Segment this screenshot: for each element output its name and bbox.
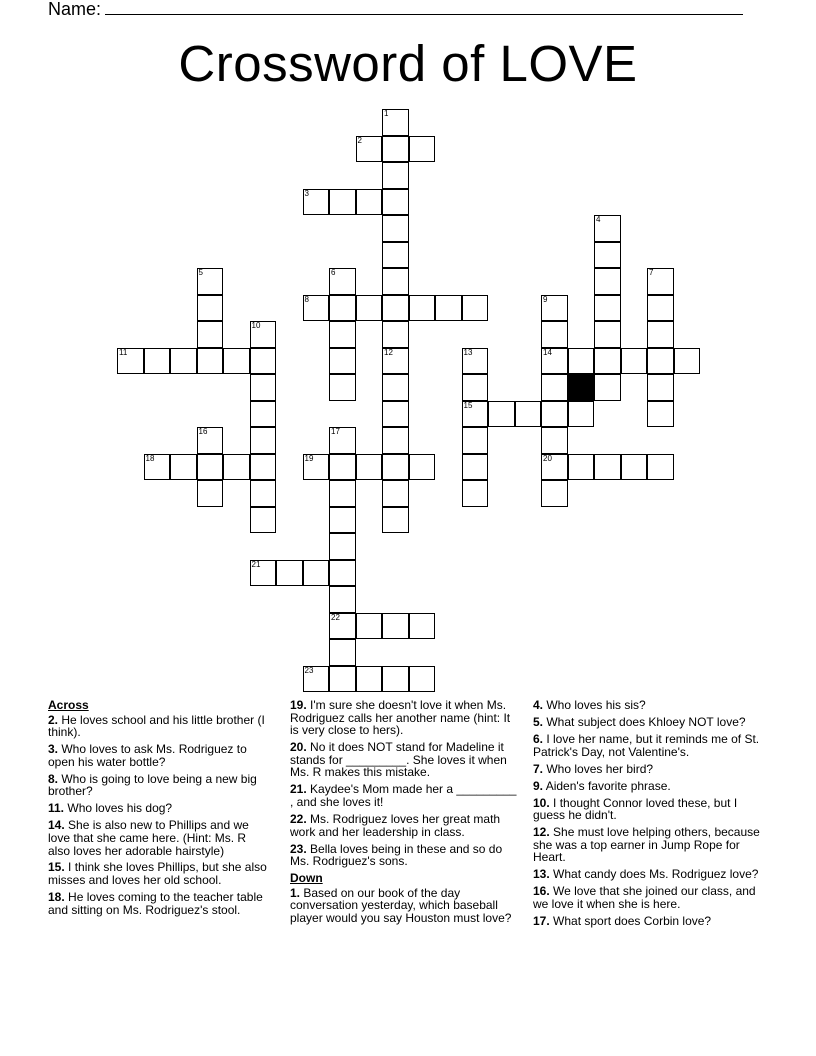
crossword-cell[interactable] xyxy=(409,454,436,481)
clue-down-5 xyxy=(533,716,763,729)
crossword-cell[interactable] xyxy=(144,348,171,375)
crossword-cell[interactable] xyxy=(541,321,568,348)
crossword-cell[interactable] xyxy=(329,374,356,401)
crossword-cell[interactable] xyxy=(462,480,489,507)
crossword-cell[interactable] xyxy=(250,480,277,507)
cell-number: 18 xyxy=(145,453,155,463)
clue-text: Who is going to love being a new big brother? xyxy=(48,771,257,799)
crossword-cell[interactable] xyxy=(462,295,489,322)
crossword-cell[interactable] xyxy=(409,295,436,322)
clue-text: What sport does Corbin love? xyxy=(549,913,712,928)
clues-column-1 xyxy=(48,699,270,921)
clue-text: I think she loves Phillips, but she also misses and loves her old school. xyxy=(48,860,267,888)
clue-number: 14. xyxy=(48,818,65,833)
clue-across-23 xyxy=(290,843,518,868)
crossword-cell[interactable] xyxy=(647,401,674,428)
clue-number: 11. xyxy=(48,801,65,816)
clue-down-12 xyxy=(533,826,763,864)
crossword-cell[interactable] xyxy=(647,454,674,481)
crossword-cell[interactable] xyxy=(250,348,277,375)
clue-text: He loves school and his little brother (I think). xyxy=(48,712,265,740)
crossword-cell[interactable] xyxy=(647,348,674,375)
crossword-cell[interactable] xyxy=(409,136,436,163)
crossword-cell[interactable] xyxy=(382,348,409,375)
crossword-cell[interactable] xyxy=(329,480,356,507)
crossword-cell[interactable] xyxy=(568,454,595,481)
crossword-cell[interactable] xyxy=(594,454,621,481)
clue-number: 13. xyxy=(533,867,550,882)
crossword-cell[interactable] xyxy=(382,136,409,163)
clue-number: 16. xyxy=(533,884,550,899)
clues-column-2 xyxy=(290,699,518,929)
cell-number: 5 xyxy=(198,268,203,277)
crossword-cell[interactable] xyxy=(382,189,409,216)
crossword-cell[interactable] xyxy=(568,348,595,375)
crossword-cell[interactable] xyxy=(356,136,383,163)
crossword-cell[interactable] xyxy=(223,454,250,481)
crossword-cell[interactable] xyxy=(541,454,568,481)
crossword-cell[interactable] xyxy=(356,454,383,481)
clue-number: 8. xyxy=(48,771,59,786)
clue-across-14 xyxy=(48,819,270,857)
clue-across-22 xyxy=(290,813,518,838)
across-heading: Across xyxy=(48,698,89,712)
clue-across-2 xyxy=(48,714,270,739)
clue-text: Based on our book of the day conversation yesterday, which baseball player would you say Houston must love? xyxy=(290,885,512,925)
crossword-cell[interactable] xyxy=(329,586,356,613)
crossword-cell[interactable] xyxy=(303,454,330,481)
crossword-cell[interactable] xyxy=(594,348,621,375)
clue-across-8 xyxy=(48,773,270,798)
cell-number: 2 xyxy=(357,135,362,145)
crossword-cell[interactable] xyxy=(303,295,330,322)
clue-text: We love that she joined our class, and we love it when she is here. xyxy=(533,884,756,911)
clue-down-13 xyxy=(533,868,763,881)
clue-text: Who loves her bird? xyxy=(543,761,654,776)
clue-number: 10. xyxy=(533,795,550,810)
clue-across-21 xyxy=(290,783,518,808)
clue-text: She must love helping others, because she was a top earner in Jump Rope for Heart. xyxy=(533,825,760,865)
clue-across-18 xyxy=(48,891,270,916)
clue-across-11 xyxy=(48,802,270,815)
cell-number: 14 xyxy=(543,347,552,357)
clue-text: Who loves to ask Ms. Rodriguez to open his water bottle? xyxy=(48,742,247,769)
crossword-cell[interactable] xyxy=(329,454,356,481)
crossword-cell[interactable] xyxy=(329,507,356,534)
crossword-cell[interactable] xyxy=(541,480,568,507)
crossword-cell[interactable] xyxy=(541,427,568,454)
crossword-cell[interactable] xyxy=(303,666,330,693)
clue-down-16 xyxy=(533,885,763,910)
crossword-cell[interactable] xyxy=(329,560,356,587)
cell-number: 10 xyxy=(251,321,261,330)
crossword-cell[interactable] xyxy=(382,242,409,269)
crossword-cell[interactable] xyxy=(170,454,197,481)
clue-down-1 xyxy=(290,887,518,925)
crossword-cell[interactable] xyxy=(356,666,383,693)
crossword-cell[interactable] xyxy=(594,374,621,401)
crossword-cell[interactable] xyxy=(462,348,489,375)
clue-text: I love her name, but it reminds me of St. Patrick's Day, not Valentine's. xyxy=(533,731,760,759)
clue-number: 1. xyxy=(290,885,301,900)
crossword-cell[interactable] xyxy=(621,348,648,375)
crossword-cell[interactable] xyxy=(541,374,568,401)
crossword-cell[interactable] xyxy=(329,613,356,640)
crossword-cell[interactable] xyxy=(621,454,648,481)
crossword-cell[interactable] xyxy=(356,613,383,640)
crossword-cell[interactable] xyxy=(197,480,224,507)
clue-number: 22. xyxy=(290,811,307,826)
crossword-cell[interactable] xyxy=(382,666,409,693)
crossword-cell[interactable] xyxy=(117,348,144,375)
crossword-cell[interactable] xyxy=(197,427,224,454)
clue-text: No it does NOT stand for Madeline it stands for _________. She loves it when Ms. R makes this mistake. xyxy=(290,740,507,780)
clue-number: 15. xyxy=(48,860,65,875)
crossword-cell[interactable] xyxy=(488,401,515,428)
crossword-cell[interactable] xyxy=(382,374,409,401)
crossword-cell[interactable] xyxy=(382,162,409,189)
clue-down-9 xyxy=(533,780,763,793)
crossword-cell[interactable] xyxy=(197,454,224,481)
crossword-cell[interactable] xyxy=(382,215,409,242)
cell-number: 12 xyxy=(384,347,393,357)
clue-number: 9. xyxy=(533,778,544,793)
crossword-cell[interactable] xyxy=(250,374,277,401)
cell-number: 11 xyxy=(119,347,128,357)
clue-number: 20. xyxy=(290,740,307,755)
cell-number: 22 xyxy=(331,612,340,622)
crossword-cell[interactable] xyxy=(329,295,356,322)
clue-number: 19. xyxy=(290,698,307,712)
cell-number: 20 xyxy=(543,453,552,463)
crossword-cell[interactable] xyxy=(594,242,621,269)
cell-number: 19 xyxy=(304,453,314,463)
crossword-cell[interactable] xyxy=(594,268,621,295)
crossword-cell[interactable] xyxy=(303,560,330,587)
crossword-cell[interactable] xyxy=(250,321,277,348)
crossword-cell[interactable] xyxy=(223,348,250,375)
black-cell xyxy=(568,374,595,401)
clue-down-6 xyxy=(533,733,763,758)
crossword-cell[interactable] xyxy=(462,374,489,401)
crossword-cell[interactable] xyxy=(356,295,383,322)
crossword-cell[interactable] xyxy=(329,348,356,375)
crossword-cell[interactable] xyxy=(329,666,356,693)
crossword-cell[interactable] xyxy=(382,109,409,136)
clue-number: 18. xyxy=(48,890,65,905)
clue-number: 21. xyxy=(290,782,307,797)
crossword-cell[interactable] xyxy=(197,268,224,295)
crossword-cell[interactable] xyxy=(329,533,356,560)
crossword-cell[interactable] xyxy=(382,507,409,534)
clue-text: He loves coming to the teacher table and sitting on Ms. Rodriguez's stool. xyxy=(48,890,263,917)
cell-number: 6 xyxy=(331,268,336,277)
crossword-cell[interactable] xyxy=(329,427,356,454)
cell-number: 21 xyxy=(251,559,261,569)
crossword-cell[interactable] xyxy=(250,454,277,481)
cell-number: 16 xyxy=(198,427,208,436)
clue-across-3 xyxy=(48,743,270,768)
cell-number: 15 xyxy=(463,400,473,410)
crossword-cell[interactable] xyxy=(356,189,383,216)
crossword-cell[interactable] xyxy=(382,454,409,481)
cell-number: 13 xyxy=(463,347,473,357)
crossword-cell[interactable] xyxy=(409,666,436,693)
crossword-cell[interactable] xyxy=(594,321,621,348)
crossword-cell[interactable] xyxy=(250,427,277,454)
cell-number: 7 xyxy=(649,268,654,277)
cell-number: 1 xyxy=(384,109,389,118)
crossword-cell[interactable] xyxy=(170,348,197,375)
crossword-cell[interactable] xyxy=(382,480,409,507)
clue-number: 12. xyxy=(533,825,550,840)
crossword-cell[interactable] xyxy=(647,374,674,401)
clue-down-7 xyxy=(533,763,763,776)
cell-number: 8 xyxy=(304,294,309,304)
name-label: Name: xyxy=(48,0,102,19)
crossword-cell[interactable] xyxy=(276,560,303,587)
clue-number: 2. xyxy=(48,712,59,727)
clue-text: Ms. Rodriguez loves her great math work and her leadership in class. xyxy=(290,811,501,839)
clue-number: 5. xyxy=(533,714,544,729)
cell-number: 17 xyxy=(331,427,340,436)
clue-text: I thought Connor loved these, but I guess he didn't. xyxy=(533,795,738,823)
crossword-cell[interactable] xyxy=(250,507,277,534)
clue-down-4 xyxy=(533,699,763,712)
crossword-cell[interactable] xyxy=(329,639,356,666)
crossword-cell[interactable] xyxy=(409,613,436,640)
crossword-cell[interactable] xyxy=(647,295,674,322)
crossword-cell[interactable] xyxy=(197,321,224,348)
crossword-cell[interactable] xyxy=(382,321,409,348)
clue-down-10 xyxy=(533,797,763,822)
name-field[interactable] xyxy=(48,0,743,20)
crossword-cell[interactable] xyxy=(303,189,330,216)
clue-number: 3. xyxy=(48,742,59,757)
name-blank-line[interactable] xyxy=(105,0,743,15)
crossword-cell[interactable] xyxy=(541,348,568,375)
crossword-cell[interactable] xyxy=(462,454,489,481)
clue-text: Who loves his dog? xyxy=(64,801,173,816)
crossword-cell[interactable] xyxy=(541,295,568,322)
crossword-cell[interactable] xyxy=(382,268,409,295)
crossword-cell[interactable] xyxy=(197,348,224,375)
cell-number: 4 xyxy=(596,215,601,224)
clue-text: Bella loves being in these and so do Ms. Rodriguez's sons. xyxy=(290,841,503,869)
clue-text: What candy does Ms. Rodriguez love? xyxy=(549,867,759,882)
clue-text: Kaydee's Mom made her a _________ , and she loves it! xyxy=(290,782,517,809)
crossword-cell[interactable] xyxy=(250,401,277,428)
clue-number: 4. xyxy=(533,698,544,712)
clue-down-17 xyxy=(533,915,763,928)
crossword-cell[interactable] xyxy=(435,295,462,322)
cell-number: 9 xyxy=(543,294,548,304)
page-title: Crossword of LOVE xyxy=(178,35,638,92)
clue-across-20 xyxy=(290,741,518,779)
crossword-cell[interactable] xyxy=(594,215,621,242)
clue-text: She is also new to Phillips and we love that she came here. (Hint: Ms. R also loves her adorable hairstyle) xyxy=(48,818,249,858)
crossword-cell[interactable] xyxy=(594,295,621,322)
crossword-cell[interactable] xyxy=(329,321,356,348)
cell-number: 3 xyxy=(304,188,309,198)
clue-number: 17. xyxy=(533,913,550,928)
clue-number: 6. xyxy=(533,731,544,746)
clue-text: Who loves his sis? xyxy=(543,698,646,712)
clue-number: 23. xyxy=(290,841,307,856)
crossword-cell[interactable] xyxy=(647,321,674,348)
crossword-cell[interactable] xyxy=(197,295,224,322)
clue-across-15 xyxy=(48,861,270,886)
clue-number: 7. xyxy=(533,761,544,776)
crossword-cell[interactable] xyxy=(382,401,409,428)
crossword-cell[interactable] xyxy=(541,401,568,428)
clue-text: Aiden's favorite phrase. xyxy=(543,778,671,793)
crossword-cell[interactable] xyxy=(382,613,409,640)
crossword-cell[interactable] xyxy=(329,189,356,216)
clue-text: I'm sure she doesn't love it when Ms. Rodriguez calls her another name (hint: It is very close to hers). xyxy=(290,698,511,738)
crossword-cell[interactable] xyxy=(329,268,356,295)
crossword-cell[interactable] xyxy=(462,427,489,454)
clue-text: What subject does Khloey NOT love? xyxy=(543,714,746,729)
down-heading: Down xyxy=(290,871,323,886)
clue-across-19 xyxy=(290,699,518,737)
crossword-cell[interactable] xyxy=(462,401,489,428)
clues-column-3 xyxy=(533,699,763,932)
crossword-cell[interactable] xyxy=(250,560,277,587)
crossword-cell[interactable] xyxy=(647,268,674,295)
cell-number: 23 xyxy=(304,665,314,675)
crossword-cell[interactable] xyxy=(144,454,171,481)
crossword-cell[interactable] xyxy=(515,401,542,428)
crossword-cell[interactable] xyxy=(674,348,701,375)
crossword-cell[interactable] xyxy=(382,295,409,322)
crossword-cell[interactable] xyxy=(568,401,595,428)
crossword-cell[interactable] xyxy=(382,427,409,454)
